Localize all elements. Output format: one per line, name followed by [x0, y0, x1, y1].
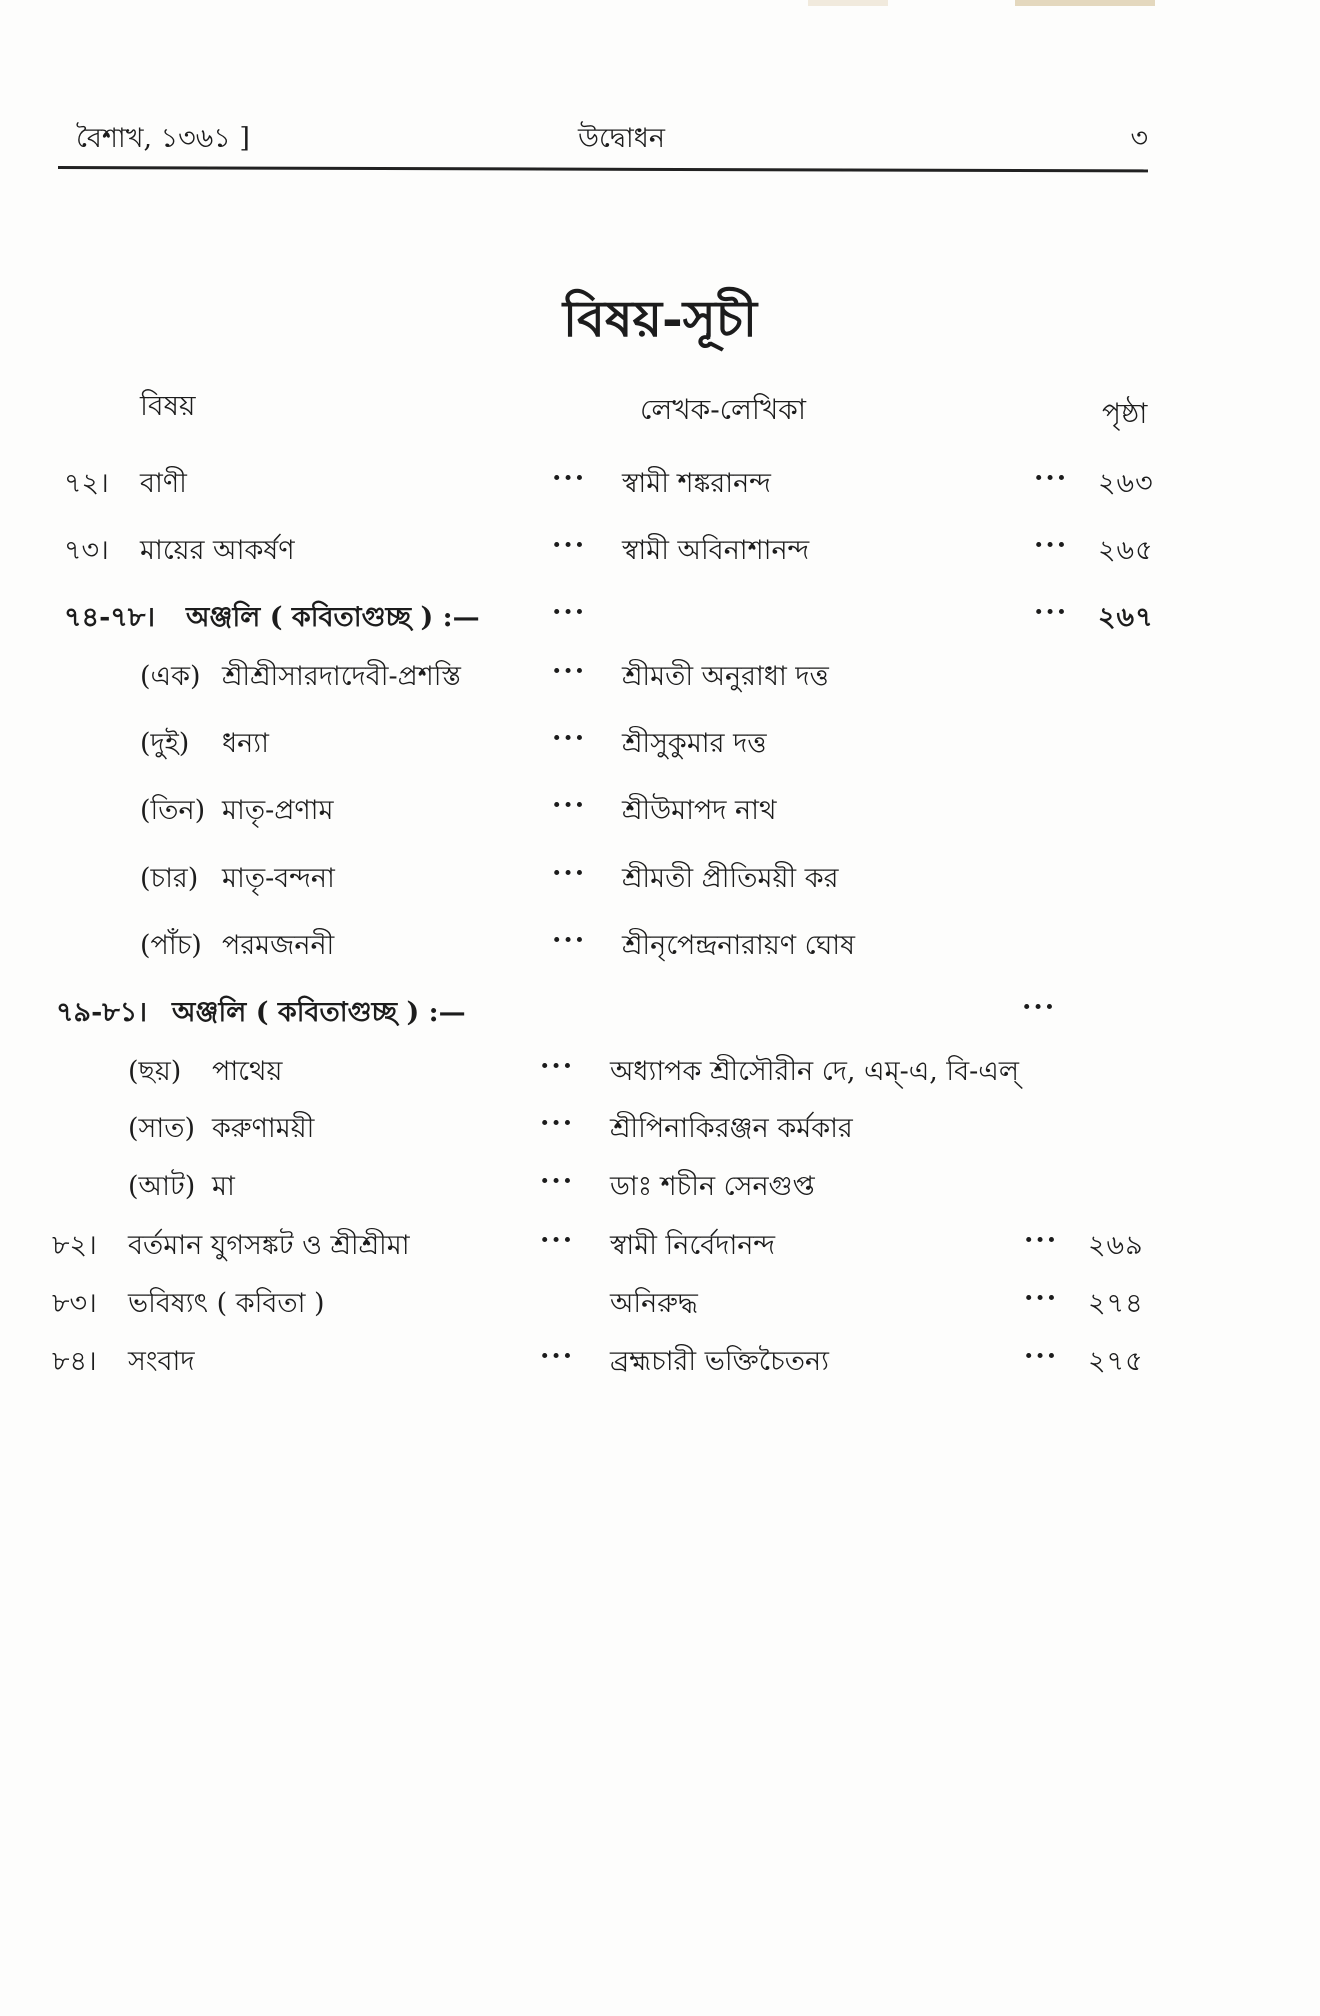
- leader-dots: ···: [1034, 530, 1069, 561]
- leader-dots: ···: [552, 597, 587, 628]
- leader-dots: ···: [1024, 1283, 1059, 1314]
- entry-title: অঞ্জলি ( কবিতাগুচ্ছ ) :—: [172, 997, 466, 1028]
- entry-title: মাতৃ-বন্দনা: [222, 863, 335, 894]
- column-heading-topic: বিষয়: [140, 389, 196, 422]
- leader-dots: ···: [540, 1225, 575, 1256]
- entry-number: ৮৩।: [52, 1288, 97, 1319]
- entry-number: ৭২।: [64, 468, 109, 499]
- entry-author: ব্রহ্মচারী ভক্তিচৈতন্য: [610, 1346, 829, 1377]
- header-issue-date: বৈশাখ, ১৩৬১ ]: [76, 123, 250, 154]
- column-heading-page: পৃষ্ঠা: [1102, 397, 1148, 430]
- entry-author: ডাঃ শচীন সেনগুপ্ত: [610, 1171, 815, 1202]
- leader-dots: ···: [552, 723, 587, 754]
- entry-author: শ্রীপিনাকিরঞ্জন কর্মকার: [610, 1113, 853, 1144]
- entry-author: অধ্যাপক শ্রীসৌরীন দে, এম্-এ, বি-এল্: [610, 1056, 1019, 1087]
- entry-number: ৮২।: [52, 1230, 97, 1261]
- contents-row: [0, 1166, 1320, 1206]
- contents-row: [0, 530, 1320, 570]
- entry-title: বাণী: [140, 468, 187, 499]
- entry-author: শ্রীউমাপদ নাথ: [622, 795, 777, 826]
- leader-dots: ···: [540, 1108, 575, 1139]
- leader-dots: ···: [540, 1051, 575, 1082]
- contents-row: [0, 858, 1320, 898]
- leader-dots: ···: [552, 530, 587, 561]
- entry-number: ৭৪-৭৮।: [64, 602, 156, 633]
- entry-author: স্বামী নির্বেদানন্দ: [610, 1230, 776, 1261]
- contents-row: [0, 597, 1320, 637]
- contents-row: [0, 1108, 1320, 1148]
- contents-row: [0, 790, 1320, 830]
- leader-dots: ···: [552, 463, 587, 494]
- leader-dots: ···: [552, 656, 587, 687]
- contents-row: [0, 1051, 1320, 1091]
- entry-number: (দুই): [140, 728, 190, 759]
- header-journal-name: উদ্বোধন: [578, 123, 666, 154]
- entry-title: সংবাদ: [128, 1346, 195, 1377]
- contents-row: [0, 1283, 1320, 1323]
- entry-number: ৭৩।: [64, 535, 109, 566]
- entry-author: শ্রীমতী প্রীতিময়ী কর: [622, 863, 839, 894]
- entry-author: শ্রীমতী অনুরাধা দত্ত: [622, 661, 829, 692]
- leader-dots: ···: [540, 1341, 575, 1372]
- entry-number: (পাঁচ): [140, 930, 202, 961]
- entry-page-number: ২৬৭: [1098, 602, 1154, 633]
- entry-title: মা: [212, 1171, 235, 1202]
- entry-number: (তিন): [140, 795, 206, 826]
- entry-author: স্বামী শঙ্করানন্দ: [622, 468, 771, 499]
- contents-row: [0, 992, 1320, 1032]
- leader-dots: ···: [1024, 1225, 1059, 1256]
- entry-title: পরমজননী: [222, 930, 335, 961]
- entry-author: শ্রীনৃপেন্দ্রনারায়ণ ঘোষ: [622, 930, 856, 961]
- contents-row: [0, 656, 1320, 696]
- entry-number: (চার): [140, 863, 199, 894]
- entry-title: ধন্যা: [222, 728, 269, 759]
- entry-number: ৮৪।: [52, 1346, 97, 1377]
- contents-row: [0, 1341, 1320, 1381]
- leader-dots: ···: [552, 925, 587, 956]
- contents-row: [0, 463, 1320, 503]
- entry-title: শ্রীশ্রীসারদাদেবী-প্রশস্তি: [222, 661, 461, 692]
- contents-row: [0, 1225, 1320, 1265]
- entry-title: পাথেয়: [212, 1056, 283, 1087]
- entry-number: (ছয়): [128, 1056, 182, 1087]
- entry-title: করুণাময়ী: [212, 1113, 315, 1144]
- entry-author: স্বামী অবিনাশানন্দ: [622, 535, 810, 566]
- entry-page-number: ২৬৫: [1098, 535, 1154, 566]
- leader-dots: ···: [1024, 1341, 1059, 1372]
- leader-dots: ···: [552, 790, 587, 821]
- leader-dots: ···: [1034, 597, 1069, 628]
- entry-title: বর্তমান যুগসঙ্কট ও শ্রীশ্রীমা: [128, 1230, 410, 1261]
- contents-row: [0, 925, 1320, 965]
- entry-page-number: ২৭৪: [1088, 1288, 1144, 1319]
- column-heading-author: লেখক-লেখিকা: [640, 393, 806, 426]
- entry-author: অনিরুদ্ধ: [610, 1288, 698, 1319]
- entry-page-number: ২৬৩: [1098, 468, 1154, 499]
- header-page-number: ৩: [1130, 123, 1148, 154]
- leader-dots: ···: [552, 858, 587, 889]
- leader-dots: ···: [1034, 463, 1069, 494]
- entry-page-number: ২৭৫: [1088, 1346, 1144, 1377]
- entry-title: মাতৃ-প্রণাম: [222, 795, 334, 826]
- entry-number: (আট): [128, 1171, 196, 1202]
- page-title: বিষয়-সূচী: [562, 289, 758, 348]
- leader-dots: ···: [1022, 992, 1057, 1023]
- entry-number: (এক): [140, 661, 201, 692]
- entry-number: (সাত): [128, 1113, 195, 1144]
- entry-title: অঞ্জলি ( কবিতাগুচ্ছ ) :—: [186, 602, 480, 633]
- leader-dots: ···: [540, 1166, 575, 1197]
- entry-title: ভবিষ্যৎ ( কবিতা ): [128, 1288, 325, 1319]
- entry-title: মায়ের আকর্ষণ: [140, 535, 295, 566]
- entry-page-number: ২৬৯: [1088, 1230, 1144, 1261]
- entry-number: ৭৯-৮১।: [56, 997, 147, 1028]
- entry-author: শ্রীসুকুমার দত্ত: [622, 728, 767, 759]
- contents-row: [0, 723, 1320, 763]
